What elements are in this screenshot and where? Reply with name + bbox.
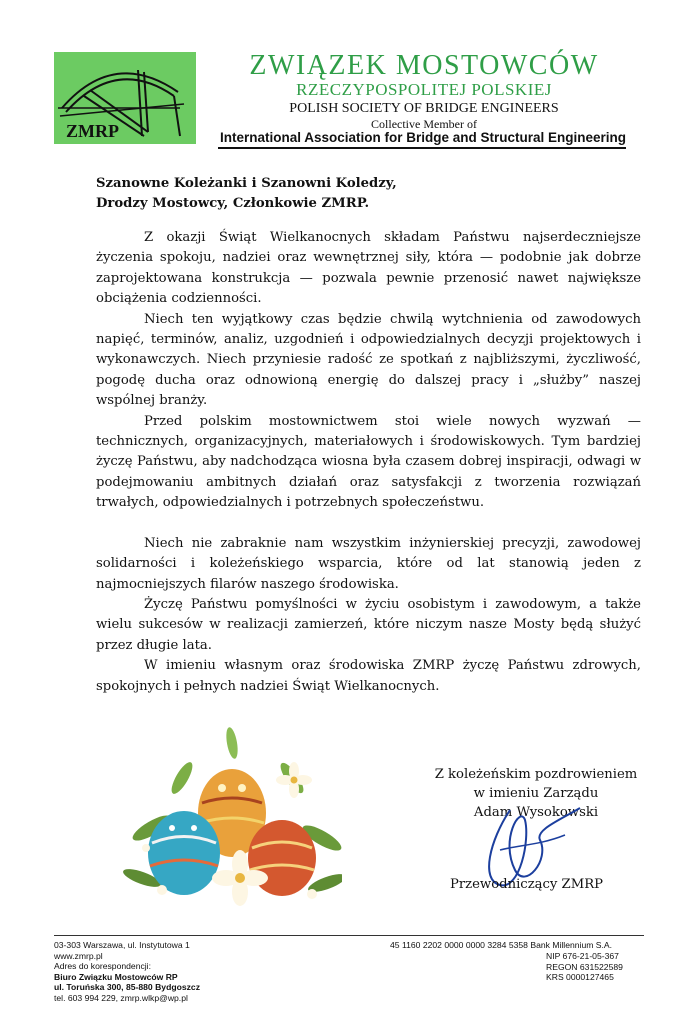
footer-address — [54, 940, 200, 1004]
paragraph-2: Niech ten wyjątkowy czas będzie chwilą wytchnienia od zawodowych napięć, terminów, analiz, uzgodnień i odpowiedzialnych decyzji projektowych i wykonawczych. Niech przyniesie radość ze spotkań z najbliższymi, życzliwość, pogodę ducha oraz odnowioną energię do dalszej pracy i „służby” naszej wspólnej branży. — [96, 311, 641, 409]
logo-text: ZMRP — [66, 121, 119, 141]
easter-eggs-illustration — [122, 718, 342, 908]
footer-correspondence-label: Adres do korespondencji: — [54, 961, 151, 972]
footer-contact[interactable]: tel. 603 994 229, zmrp.wlkp@wp.pl — [54, 992, 188, 1003]
organization-subtitle: RZECZYPOSPOLITEJ POLSKIEJ — [296, 80, 552, 99]
signature-name: Adam Wysokowski — [473, 805, 599, 820]
salutation-line-2: Drodzy Mostowcy, Członkowie ZMRP. — [96, 196, 370, 211]
footer-registry-ids — [546, 951, 623, 983]
footer-correspondence-name: Biuro Związku Mostowców RP — [54, 971, 178, 982]
footer-address-line: 03-303 Warszawa, ul. Instytutowa 1 — [54, 940, 190, 950]
organization-name: ZWIĄZEK MOSTOWCÓW — [249, 50, 599, 81]
iabse-name: International Association for Bridge and Structural Engineering — [219, 130, 627, 145]
salutation-line-1: Szanowne Koleżanki i Szanowni Koledzy, — [96, 176, 397, 191]
signature-greeting: Z koleżeńskim pozdrowieniem — [434, 767, 638, 782]
paragraph-5: Życzę Państwu pomyślności w życiu osobistym i zawodowym, a także wielu sukcesów w realizacji zamierzeń, które niczym nasze Mosty będą służyć przez długie lata. — [96, 596, 641, 653]
paragraph-3: Przed polskim mostownictwem stoi wiele nowych wyzwań — technicznych, organizacyjnych, materiałowych i środowiskowych. Tym bardziej życzę Państwu, aby nadchodząca wiosna była czasem dobrej inspiracji, odwagi w podejmowaniu ambitnych działań oraz satysfakcji z tworzenia rozwiązań trwałych, odpowiedzialnych i potrzebnych społeczeństwu. — [96, 413, 641, 511]
footer-divider — [54, 935, 644, 936]
footer-nip: NIP 676-21-05-367 — [546, 951, 619, 961]
footer-bank-account: 45 1160 2202 0000 0000 3284 5358 Bank Millennium S.A. — [390, 940, 613, 950]
paragraph-4: Niech nie zabraknie nam wszystkim inżynierskiej precyzji, zawodowej solidarności i koleżeńskiego wsparcia, które od lat stanowią jeden z najmocniejszych filarów naszego środowiska. — [96, 535, 641, 592]
blue-egg-icon — [148, 811, 220, 895]
paragraph-1: Z okazji Świąt Wielkanocnych składam Państwu najserdeczniejsze życzenia spokoju, nadziei oraz wewnętrznej siły, która — podobnie jak dobrze zaprojektowana konstrukcja — pozwala pewnie przenosić nawet największe obciążenia codzienności. — [96, 230, 641, 307]
membership-note: Collective Member of — [371, 117, 477, 131]
salutation — [96, 174, 397, 214]
signature-role: Przewodniczący ZMRP — [450, 877, 604, 892]
footer-krs: KRS 0000127465 — [546, 972, 614, 983]
header-divider — [218, 147, 626, 149]
footer-correspondence-address: ul. Toruńska 300, 85-880 Bydgoszcz — [54, 982, 200, 993]
signature-on-behalf: w imieniu Zarządu — [473, 786, 599, 801]
footer-regon: REGON 631522589 — [546, 961, 623, 972]
organization-english-name: POLISH SOCIETY OF BRIDGE ENGINEERS — [289, 101, 559, 116]
footer-website-link[interactable]: www.zmrp.pl — [54, 950, 103, 961]
letter-body — [96, 228, 641, 697]
paragraph-6: W imieniu własnym oraz środowiska ZMRP życzę Państwu zdrowych, spokojnych i pełnych nadziei Świąt Wielkanocnych. — [96, 658, 641, 694]
